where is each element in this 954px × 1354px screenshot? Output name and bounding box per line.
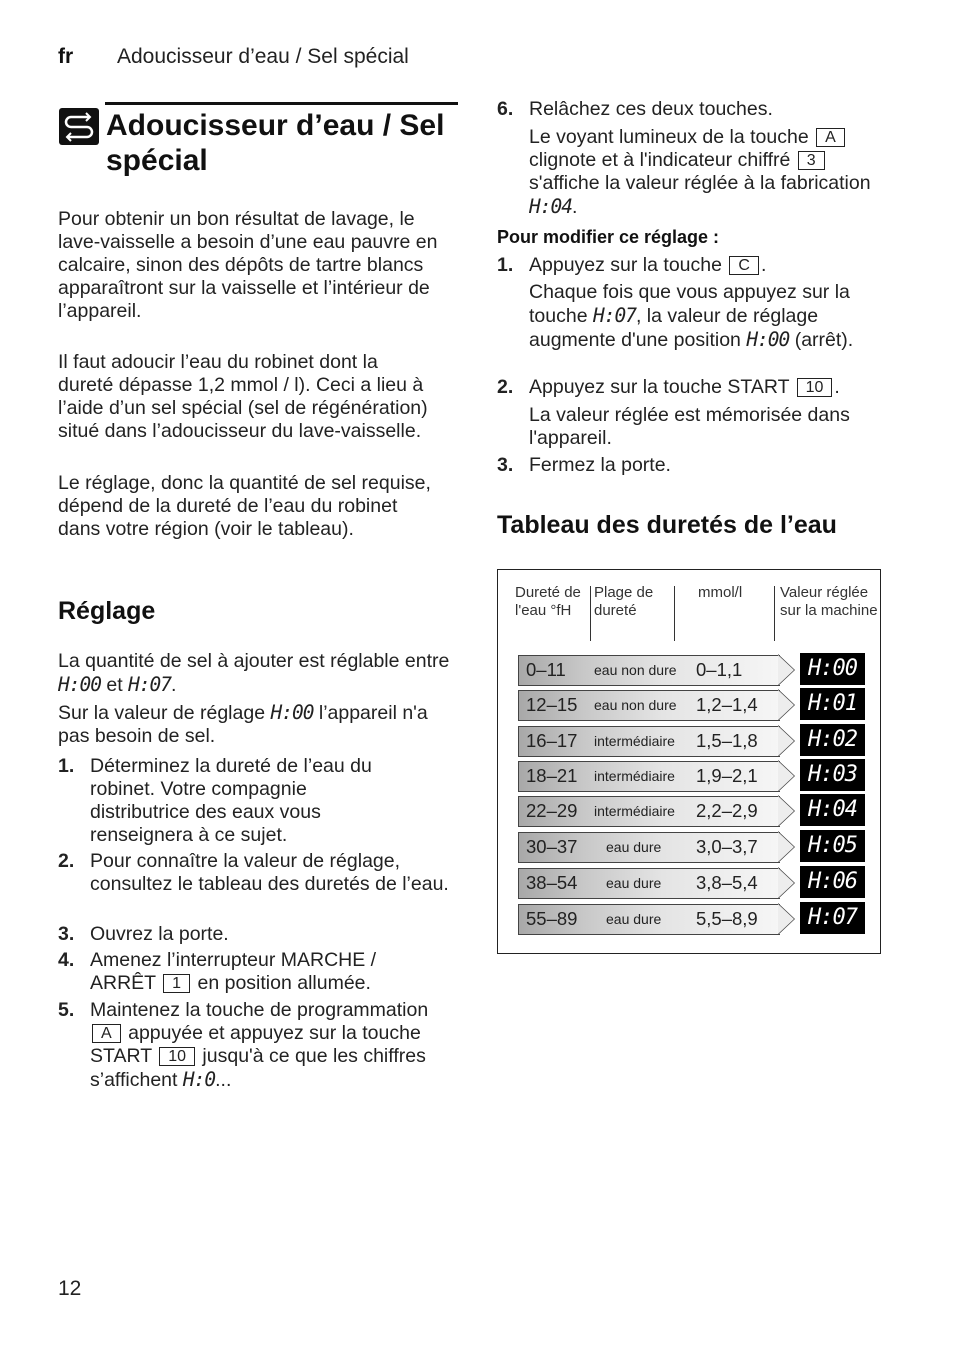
step-number: 6. bbox=[497, 98, 514, 120]
hardness-class: eau dure bbox=[606, 875, 662, 891]
reglage-paragraph-2: Sur la valeur de réglage H:00 l’appareil n'a pas besoin de sel. bbox=[58, 701, 428, 747]
mmol-range: 3,8–5,4 bbox=[696, 872, 758, 893]
key-1-box: 1 bbox=[163, 974, 190, 993]
mmol-range: 5,5–8,9 bbox=[696, 908, 758, 929]
row-arrow bbox=[778, 655, 794, 685]
table-row bbox=[518, 868, 794, 899]
step-number: 5. bbox=[58, 999, 75, 1021]
code-h00: H:00 bbox=[58, 673, 101, 696]
step-number: 3. bbox=[58, 923, 75, 945]
setting-display: H:06 bbox=[800, 866, 865, 898]
column-divider bbox=[774, 586, 775, 641]
mmol-range: 2,2–2,9 bbox=[696, 800, 758, 821]
step-number: 1. bbox=[58, 755, 75, 777]
key-a-box: A bbox=[816, 128, 845, 147]
row-arrow bbox=[778, 796, 794, 826]
hardness-range: 18–21 bbox=[526, 765, 578, 786]
code-h04: H:04 bbox=[529, 195, 572, 218]
hardness-class: intermédiaire bbox=[594, 803, 675, 819]
table-col-header: mmol/l bbox=[698, 584, 743, 601]
step-detail: Le voyant lumineux de la touche A clignote et à l'indicateur chiffré 3 s'affiche la valeur réglée à la fabrication H:04. bbox=[529, 126, 871, 218]
row-arrow bbox=[778, 726, 794, 756]
step-text: Fermez la porte. bbox=[529, 454, 671, 476]
row-arrow bbox=[778, 868, 794, 898]
table-col-header: Dureté de l'eau °fH bbox=[515, 584, 581, 619]
column-divider bbox=[590, 586, 591, 641]
code-h07: H:07 bbox=[592, 304, 636, 327]
step-detail: La valeur réglée est mémorisée dans l'appareil. bbox=[529, 404, 850, 449]
step-text: Maintenez la touche de programmation A appuyée et appuyez sur la touche START 10 jusqu'à ce que les chiffres s’affichent H:0... bbox=[90, 999, 429, 1091]
intro-paragraph-2: Il faut adoucir l’eau du robinet dont la dureté dépasse 1,2 mmol / l). Ceci a lieu à l’aide d’un sel spécial (sel de régénération) situé dans l’adoucisseur du lave-vaisselle. bbox=[58, 351, 428, 442]
step-text: Pour connaître la valeur de réglage, consultez le tableau des duretés de l’eau. bbox=[90, 850, 449, 895]
mmol-range: 1,5–1,8 bbox=[696, 730, 758, 751]
key-3-box: 3 bbox=[798, 151, 825, 170]
table-col-header: Plage de dureté bbox=[594, 584, 654, 619]
step-text: Ouvrez la porte. bbox=[90, 923, 229, 945]
table-heading: Tableau des duretés de l’eau bbox=[497, 511, 837, 539]
table-col-header: Valeur réglée sur la machine bbox=[780, 584, 878, 619]
salt-icon bbox=[59, 108, 99, 145]
step-number: 2. bbox=[58, 850, 75, 872]
setting-display: H:01 bbox=[800, 688, 865, 720]
hardness-class: eau non dure bbox=[594, 662, 677, 678]
step-number: 2. bbox=[497, 376, 514, 398]
mmol-range: 3,0–3,7 bbox=[696, 836, 758, 857]
step-detail: Chaque fois que vous appuyez sur la touche H:07, la valeur de réglage augmente d'une position H:00 (arrêt). bbox=[529, 281, 854, 351]
intro-paragraph-1: Pour obtenir un bon résultat de lavage, le lave-vaisselle a besoin d’une eau pauvre en calcaire, sinon des dépôts de tartre blancs apparaîtront sur la vaisselle et l’intérieur de l’appareil. bbox=[58, 208, 438, 322]
intro-paragraph-3: Le réglage, donc la quantité de sel requise, dépend de la dureté de l’eau du robinet dans votre région (voir le tableau). bbox=[58, 472, 431, 540]
table-row bbox=[518, 796, 794, 827]
table-row bbox=[518, 904, 794, 935]
table-row bbox=[518, 655, 794, 686]
step-number: 1. bbox=[497, 254, 514, 276]
table-row bbox=[518, 690, 794, 721]
row-arrow bbox=[778, 761, 794, 791]
column-divider bbox=[674, 586, 675, 641]
language-tag: fr bbox=[58, 45, 74, 68]
code-h0: H:0 bbox=[182, 1068, 216, 1091]
row-arrow bbox=[778, 832, 794, 862]
mmol-range: 1,9–2,1 bbox=[696, 765, 758, 786]
setting-display: H:02 bbox=[800, 724, 865, 756]
key-a-box: A bbox=[92, 1024, 121, 1043]
page-number: 12 bbox=[58, 1277, 82, 1300]
mmol-range: 1,2–1,4 bbox=[696, 694, 758, 715]
hardness-class: eau dure bbox=[606, 911, 662, 927]
table-row bbox=[518, 761, 794, 792]
hardness-class: eau dure bbox=[606, 839, 662, 855]
step-text: Appuyez sur la touche START 10 . bbox=[529, 376, 840, 398]
key-c-box: C bbox=[729, 256, 759, 275]
setting-display: H:05 bbox=[800, 830, 865, 862]
hardness-range: 0–11 bbox=[526, 659, 566, 680]
hardness-class: eau non dure bbox=[594, 697, 677, 713]
hardness-range: 16–17 bbox=[526, 730, 578, 751]
reglage-heading: Réglage bbox=[58, 597, 156, 625]
row-arrow bbox=[778, 690, 794, 720]
step-text: Appuyez sur la touche C . bbox=[529, 254, 767, 276]
table-row bbox=[518, 726, 794, 757]
code-h07: H:07 bbox=[128, 673, 172, 696]
setting-display: H:07 bbox=[800, 902, 865, 934]
hardness-class: intermédiaire bbox=[594, 733, 675, 749]
hardness-range: 55–89 bbox=[526, 908, 578, 929]
title-rule bbox=[105, 102, 458, 105]
setting-display: H:00 bbox=[800, 653, 865, 685]
step-text: Déterminez la dureté de l’eau du robinet. Votre compagnie distributrice des eaux vous renseignera à ce sujet. bbox=[90, 755, 372, 846]
step-number: 4. bbox=[58, 949, 75, 971]
hardness-range: 38–54 bbox=[526, 872, 578, 893]
step-text: Relâchez ces deux touches. bbox=[529, 98, 773, 120]
hardness-range: 30–37 bbox=[526, 836, 578, 857]
code-h00: H:00 bbox=[746, 328, 790, 351]
mmol-range: 0–1,1 bbox=[696, 659, 743, 680]
key-10-box: 10 bbox=[797, 378, 833, 397]
setting-display: H:03 bbox=[800, 759, 865, 791]
key-10-box: 10 bbox=[159, 1047, 195, 1066]
setting-display: H:04 bbox=[800, 794, 865, 826]
step-text: Amenez l’interrupteur MARCHE / ARRÊT 1 en position allumée. bbox=[90, 949, 377, 994]
hardness-class: intermédiaire bbox=[594, 768, 675, 784]
running-header: Adoucisseur d’eau / Sel spécial bbox=[117, 45, 409, 68]
table-row bbox=[518, 832, 794, 863]
row-arrow bbox=[778, 904, 794, 934]
step-number: 3. bbox=[497, 454, 514, 476]
reglage-paragraph-1: La quantité de sel à ajouter est réglable entre H:00 et H:07. bbox=[58, 650, 450, 696]
modify-heading: Pour modifier ce réglage : bbox=[497, 227, 720, 247]
hardness-range: 22–29 bbox=[526, 800, 578, 821]
code-h00: H:00 bbox=[270, 701, 314, 724]
section-title: Adoucisseur d’eau / Sel spécial bbox=[106, 109, 445, 177]
hardness-range: 12–15 bbox=[526, 694, 578, 715]
